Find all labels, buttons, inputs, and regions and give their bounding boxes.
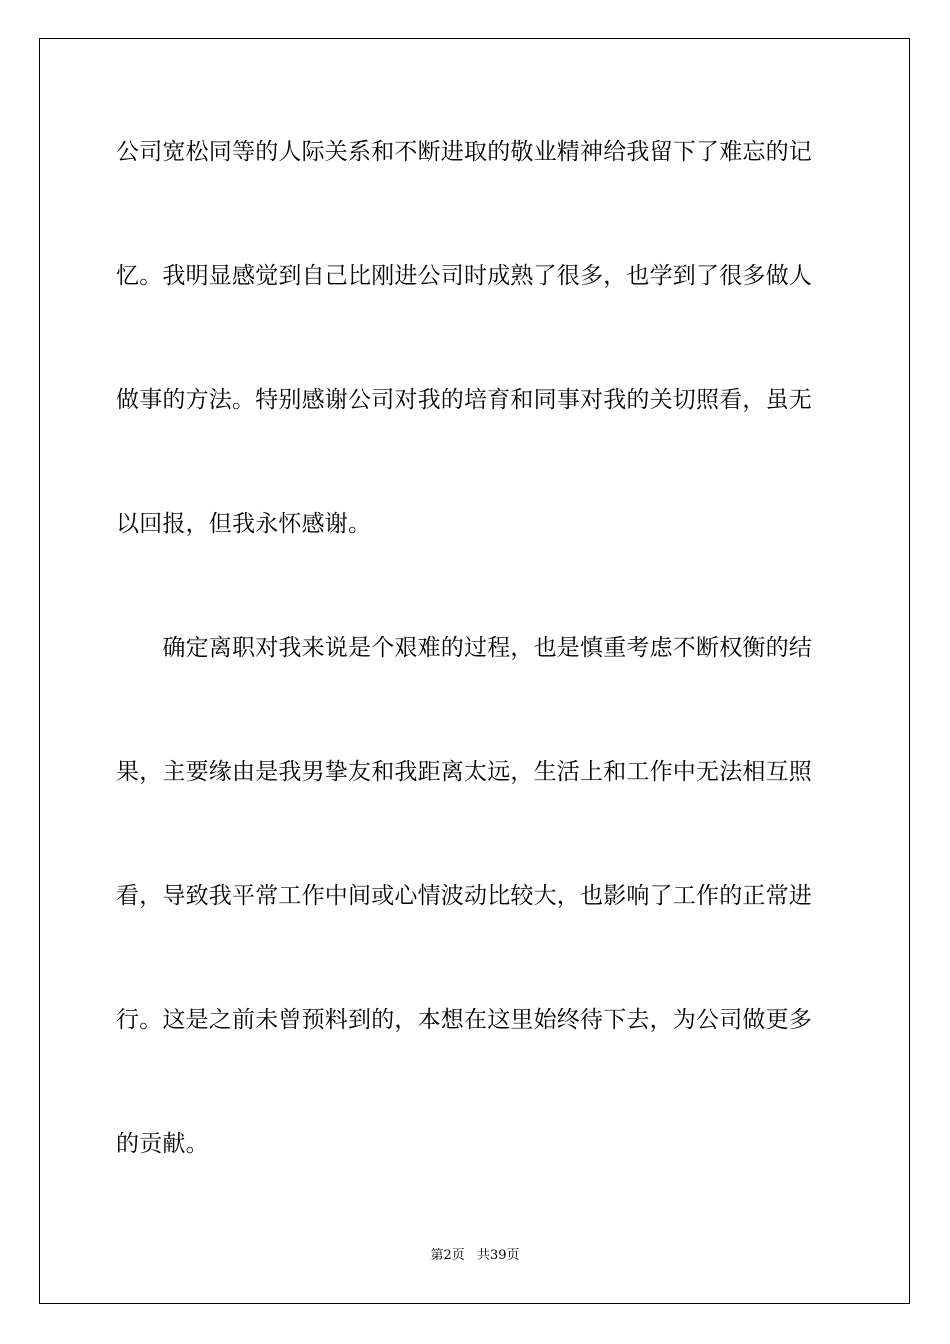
page-number: 第2页 bbox=[430, 1248, 465, 1263]
paragraph-line: 确定离职对我来说是个艰难的过程，也是慎重考虑不断权衡的结 bbox=[116, 635, 812, 661]
page-border bbox=[39, 38, 910, 1304]
total-pages: 共39页 bbox=[476, 1248, 520, 1263]
page-footer bbox=[0, 1247, 950, 1265]
paragraph-line: 以回报，但我永怀感谢。 bbox=[116, 511, 372, 537]
paragraph-line: 行。这是之前未曾预料到的，本想在这里始终待下去，为公司做更多 bbox=[116, 1007, 812, 1033]
paragraph-line: 的贡献。 bbox=[116, 1131, 209, 1157]
paragraph-line: 公司宽松同等的人际关系和不断进取的敬业精神给我留下了难忘的记 bbox=[116, 139, 812, 165]
paragraph-line: 做事的方法。特别感谢公司对我的培育和同事对我的关切照看，虽无 bbox=[116, 387, 812, 413]
paragraph-line: 果，主要缘由是我男挚友和我距离太远，生活上和工作中无法相互照 bbox=[116, 759, 812, 785]
paragraph-line: 忆。我明显感觉到自己比刚进公司时成熟了很多，也学到了很多做人 bbox=[116, 263, 812, 289]
paragraph-line: 看，导致我平常工作中间或心情波动比较大，也影响了工作的正常进 bbox=[116, 883, 812, 909]
